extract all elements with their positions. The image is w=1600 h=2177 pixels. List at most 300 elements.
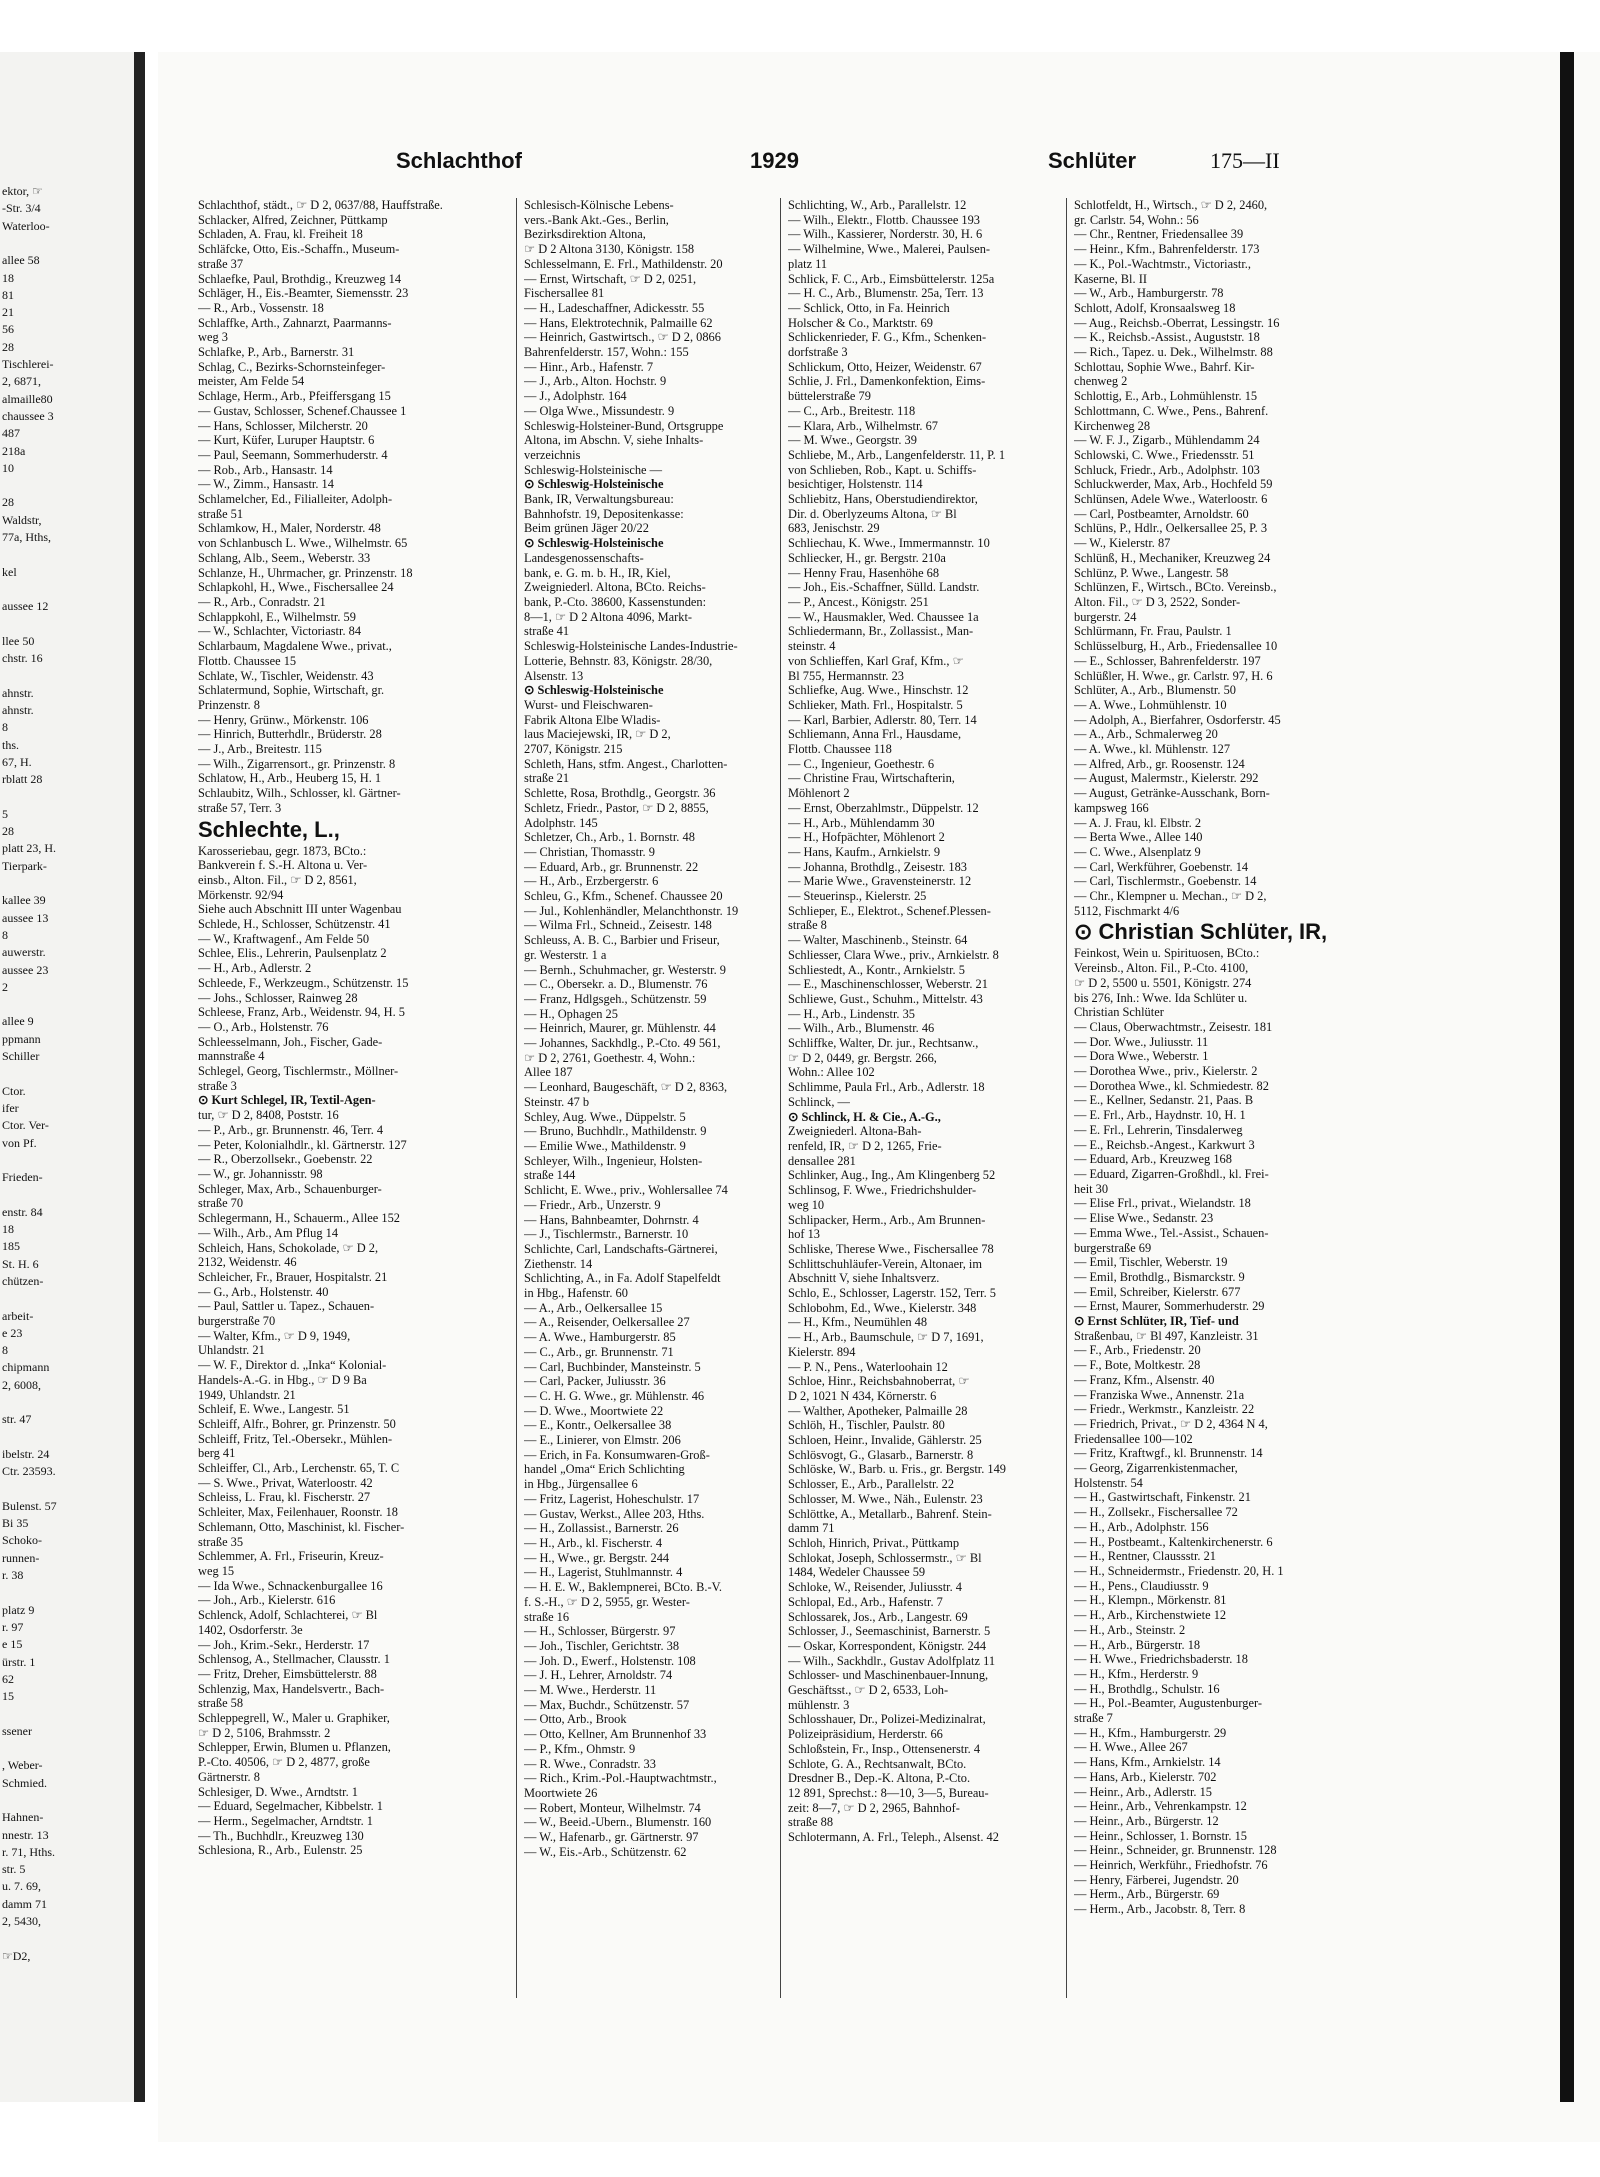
directory-entry-line: Schliebitz, Hans, Oberstudiendirektor, [788, 492, 978, 507]
directory-entry-line: straße 35 [198, 1534, 244, 1549]
directory-entry-line: Schloh, Hinrich, Privat., Püttkamp [788, 1535, 960, 1550]
directory-entry-line: Schlöske, W., Barb. u. Fris., gr. Bergstr. 149 [788, 1462, 1006, 1477]
directory-entry-line: straße 21 [524, 771, 570, 786]
previous-page-line: 67, H. [2, 754, 32, 769]
directory-entry-line: Schlieper, E., Elektrot., Schenef.Plessen- [788, 903, 991, 918]
previous-page-line: 2 [2, 979, 8, 994]
directory-entry-line: — H., Hofpächter, Möhlenort 2 [788, 830, 945, 845]
previous-page-line: u. 7. 69, [2, 1879, 41, 1894]
directory-entry-line: — Alfred, Arb., gr. Roosenstr. 124 [1074, 756, 1245, 771]
directory-entry-line: — Kurt, Küfer, Luruper Hauptstr. 6 [198, 433, 375, 448]
directory-entry-line: ⊙ Kurt Schlegel, IR, Textil-Agen- [198, 1093, 376, 1108]
directory-entry-line: Schleesselmann, Joh., Fischer, Gade- [198, 1034, 383, 1049]
directory-entry-line: — Aug., Reichsb.-Oberrat, Lessingstr. 16 [1074, 315, 1280, 330]
directory-entry-line: — W., Kielerstr. 87 [1074, 536, 1171, 551]
directory-entry-line: — H., Arb., Bürgerstr. 18 [1074, 1637, 1201, 1652]
directory-entry-line: straße 58 [198, 1696, 244, 1711]
directory-column-4 [1074, 198, 1386, 2018]
directory-entry-line: — W., Zimm., Hansastr. 14 [198, 477, 334, 492]
directory-entry-line: Schlegermann, H., Schauerm., Allee 152 [198, 1211, 400, 1226]
previous-page-line: 185 [2, 1239, 20, 1254]
directory-column-3 [788, 198, 1100, 2018]
directory-entry-line: — Rich., Krim.-Pol.-Hauptwachtmstr., [524, 1771, 717, 1786]
directory-entry-line: Alsenstr. 13 [524, 668, 584, 683]
directory-entry-line: — E. Frl., Arb., Haydnstr. 10, H. 1 [1074, 1108, 1246, 1123]
directory-entry-line: — Adolph, A., Bierfahrer, Osdorferstr. 45 [1074, 712, 1281, 727]
directory-entry-line: 2132, Weidenstr. 46 [198, 1255, 297, 1270]
directory-entry-line: — P., Kfm., Ohmstr. 9 [524, 1741, 636, 1756]
directory-entry-line: Schleich, Hans, Schokolade, ☞ D 2, [198, 1240, 379, 1255]
directory-entry-line: — E., Kellner, Sedanstr. 21, Paas. B [1074, 1093, 1254, 1108]
directory-entry-line: gr. Westerstr. 1 a [524, 947, 607, 962]
directory-entry-line: — Ernst, Maurer, Sommerhuderstr. 29 [1074, 1299, 1265, 1314]
directory-entry-line: Schlo, E., Schlosser, Lagerstr. 152, Terr. 5 [788, 1286, 996, 1301]
previous-page-line: platz 9 [2, 1602, 35, 1617]
directory-entry-line: — Henry, Grünw., Mörkenstr. 106 [198, 712, 369, 727]
directory-entry-line: ☞ D 2, 0449, gr. Bergstr. 266, [788, 1050, 937, 1065]
directory-entry-line: in Hbg., Jürgensallee 6 [524, 1477, 638, 1492]
directory-entry-line: Schlösvogt, G., Glasarb., Barnerstr. 8 [788, 1447, 974, 1462]
directory-entry-line: Holstenstr. 54 [1074, 1475, 1143, 1490]
directory-entry-line: — C., Arb., Breitestr. 118 [788, 403, 916, 418]
directory-entry-line: — H., Schlosser, Bürgerstr. 97 [524, 1624, 676, 1639]
directory-entry-line: Schlöttke, A., Metallarb., Bahrenf. Stein- [788, 1506, 992, 1521]
directory-entry-line: — W., Eis.-Arb., Schützenstr. 62 [524, 1844, 687, 1859]
directory-entry-line: — Carl, Buchbinder, Mansteinstr. 5 [524, 1359, 701, 1374]
directory-entry-line: verzeichnis [524, 447, 581, 462]
directory-entry-line: — H. Wwe., Friedrichsbaderstr. 18 [1074, 1652, 1248, 1667]
directory-entry-line: Schlöh, H., Tischler, Paulstr. 80 [788, 1418, 945, 1433]
directory-entry-line: Schlichte, Carl, Landschafts-Gärtnerei, [524, 1241, 718, 1256]
directory-entry-line: — H. C., Arb., Blumenstr. 25a, Terr. 13 [788, 286, 984, 301]
directory-entry-line: — Wilh., Arb., Am Pflug 14 [198, 1225, 339, 1240]
directory-entry-line: Schlossarek, Jos., Arb., Langestr. 69 [788, 1609, 968, 1624]
previous-page-line: 62 [2, 1671, 14, 1686]
previous-page-line: -Str. 3/4 [2, 201, 41, 216]
directory-entry-line: — H., Arb., kl. Fischerstr. 4 [524, 1535, 663, 1550]
directory-entry-line: — Walter, Kfm., ☞ D 9, 1949, [198, 1328, 351, 1343]
directory-entry-line: besichtiger, Holstenstr. 114 [788, 477, 923, 492]
directory-entry-line: Schliestedt, A., Kontr., Arnkielstr. 5 [788, 962, 965, 977]
directory-entry-line: ☞ D 2, 5106, Brahmsstr. 2 [198, 1725, 331, 1740]
directory-entry-line: — Wilh., Elektr., Flottb. Chaussee 193 [788, 212, 981, 227]
previous-page-line: chützen- [2, 1273, 44, 1288]
directory-entry-line: Schlee, Elis., Lehrerin, Paulsenplatz 2 [198, 946, 387, 961]
directory-entry-line: — Carl, Postbeamter, Arnoldstr. 60 [1074, 506, 1249, 521]
directory-entry-line: — H., Gastwirtschaft, Finkenstr. 21 [1074, 1490, 1251, 1505]
directory-entry-line: — Dora Wwe., Weberstr. 1 [1074, 1049, 1209, 1064]
directory-entry-line: von Schlieffen, Karl Graf, Kfm., ☞ [788, 653, 964, 668]
directory-entry-line: — Robert, Monteur, Wilhelmstr. 74 [524, 1800, 701, 1815]
directory-entry-line: — August, Malermstr., Kielerstr. 292 [1074, 771, 1259, 786]
previous-page-line: von Pf. [2, 1135, 37, 1150]
previous-page-line: 8 [2, 1343, 8, 1358]
directory-entry-line: burgerstraße 70 [198, 1314, 276, 1329]
directory-entry-line: — P. N., Pens., Waterloohain 12 [788, 1359, 948, 1374]
directory-entry-line: — Friedr., Arb., Unzerstr. 9 [524, 1197, 661, 1212]
directory-entry-line: — Friedrich, Privat., ☞ D 2, 4364 N 4, [1074, 1416, 1268, 1431]
directory-entry-line: — W., Hausmakler, Wed. Chaussee 1a [788, 609, 979, 624]
directory-entry-line: Schlappkohl, E., Wilhelmstr. 59 [198, 609, 356, 624]
directory-entry-line: Mörkenstr. 92/94 [198, 887, 284, 902]
directory-entry-line: 5112, Fischmarkt 4/6 [1074, 903, 1180, 918]
previous-page-line: 28 [2, 495, 14, 510]
directory-entry-line: Steinstr. 47 b [524, 1094, 590, 1109]
directory-entry-line: Schlüns, P., Hdlr., Oelkersallee 25, P. 3 [1074, 521, 1268, 536]
directory-entry-line: — Heinrich, Werkführ., Friedhofstr. 76 [1074, 1858, 1268, 1873]
directory-entry-line: Wohn.: Allee 102 [788, 1065, 875, 1080]
directory-entry-line: 683, Jenischstr. 29 [788, 521, 880, 536]
directory-entry-line: — E., Reichsb.-Angest., Karkwurt 3 [1074, 1137, 1255, 1152]
directory-entry-line: Schlüsselburg, H., Arb., Friedensallee 10 [1074, 639, 1278, 654]
directory-entry-line: — Georg, Zigarrenkistenmacher, [1074, 1461, 1238, 1476]
directory-entry-line: Beim grünen Jäger 20/22 [524, 521, 649, 536]
directory-entry-line: — Chr., Rentner, Friedensallee 39 [1074, 227, 1244, 242]
previous-page-line: 81 [2, 287, 14, 302]
directory-entry-line: ☞ D 2, 5500 u. 5501, Königstr. 274 [1074, 975, 1252, 990]
directory-entry-line: Schlowski, C. Wwe., Friedensstr. 51 [1074, 447, 1255, 462]
directory-entry-line: gr. Carlstr. 54, Wohn.: 56 [1074, 212, 1199, 227]
directory-entry-line: Schleiss, L. Frau, kl. Fischerstr. 27 [198, 1490, 371, 1505]
directory-entry-line: — H., Zollsekr., Fischersallee 72 [1074, 1505, 1238, 1520]
directory-entry-line: weg 15 [198, 1563, 235, 1578]
directory-entry-line: Schloen, Heinr., Invalide, Gählerstr. 25 [788, 1433, 982, 1448]
directory-entry-line: Möhlenort 2 [788, 786, 850, 801]
directory-entry-line: Schliske, Therese Wwe., Fischersallee 78 [788, 1241, 994, 1256]
directory-entry-line: — Dorothea Wwe., priv., Kielerstr. 2 [1074, 1064, 1258, 1079]
previous-page-line: Hahnen- [2, 1810, 44, 1825]
directory-entry-line: f. S.-H., ☞ D 2, 5955, gr. Wester- [524, 1594, 690, 1609]
previous-page-line: 10 [2, 460, 14, 475]
directory-entry-line: Schlichting, W., Arb., Parallelstr. 12 [788, 198, 967, 212]
directory-entry-line: — J., Arb., Breitestr. 115 [198, 742, 322, 757]
directory-entry-line: — W., Kraftwagenf., Am Felde 50 [198, 931, 370, 946]
directory-entry-line: platz 11 [788, 256, 828, 271]
directory-entry-line: — H. Wwe., Allee 267 [1074, 1740, 1188, 1755]
directory-entry-line: Schladen, A. Frau, kl. Freiheit 18 [198, 227, 363, 242]
directory-entry-line: Schletzer, Ch., Arb., 1. Bornstr. 48 [524, 830, 695, 845]
directory-entry-line: zeit: 8—7, ☞ D 2, 2965, Bahnhof- [788, 1800, 960, 1815]
directory-entry-line: — Heinrich, Gastwirtsch., ☞ D 2, 0866 [524, 330, 721, 345]
previous-page-line: 2, 6871, [2, 374, 41, 389]
directory-entry-line: straße 88 [788, 1815, 834, 1830]
directory-entry-line: meister, Am Felde 54 [198, 374, 305, 389]
directory-entry-line: Schlensog, A., Stellmacher, Clausstr. 1 [198, 1652, 390, 1667]
previous-page-line: ths. [2, 737, 20, 752]
directory-entry-line: Schliffke, Walter, Dr. jur., Rechtsanw., [788, 1036, 979, 1051]
directory-entry-line: — J., Tischlermstr., Barnerstr. 10 [524, 1227, 689, 1242]
directory-entry-line: 1484, Wedeler Chaussee 59 [788, 1565, 926, 1580]
directory-entry-line: Schlenck, Adolf, Schlachterei, ☞ Bl [198, 1608, 378, 1623]
directory-entry-line: Kirchenweg 28 [1074, 418, 1151, 433]
directory-entry-line: — Wilh., Zigarrensort., gr. Prinzenstr. 8 [198, 756, 396, 771]
directory-entry-line: Schlamkow, H., Maler, Norderstr. 48 [198, 521, 381, 536]
directory-entry-line: — C. Wwe., Alsenplatz 9 [1074, 844, 1201, 859]
directory-entry-line: — Eduard, Zigarren-Großhdl., kl. Frei- [1074, 1167, 1269, 1181]
directory-entry-line: — Dorothea Wwe., kl. Schmiedestr. 82 [1074, 1078, 1269, 1093]
directory-entry-line: damm 71 [788, 1521, 835, 1536]
directory-entry-line: Prinzenstr. 8 [198, 697, 260, 712]
directory-entry-line: — Fritz, Dreher, Eimsbüttelerstr. 88 [198, 1666, 377, 1681]
directory-entry-line: — H., Rentner, Claussstr. 21 [1074, 1549, 1216, 1564]
previous-page-line: 18 [2, 270, 14, 285]
directory-entry-line: Bahrenfelderstr. 157, Wohn.: 155 [524, 345, 689, 360]
directory-entry-line: — Eduard, Arb., Kreuzweg 168 [1074, 1152, 1232, 1167]
directory-entry-line: — Emil, Tischler, Weberstr. 19 [1074, 1255, 1228, 1270]
directory-entry-line: Landesgenossenschafts- [524, 550, 644, 565]
directory-entry-line: mannstraße 4 [198, 1049, 265, 1064]
directory-entry-line: Schlaubitz, Wilh., Schlosser, kl. Gärtner- [198, 786, 401, 801]
previous-page-line: e 15 [2, 1637, 23, 1652]
directory-entry-line: Schlemann, Otto, Maschinist, kl. Fischer- [198, 1519, 405, 1534]
directory-entry-line: Schleiff, Alfr., Bohrer, gr. Prinzenstr. 50 [198, 1416, 396, 1431]
directory-entry-line: Kaserne, Bl. II [1074, 271, 1147, 286]
directory-entry-line: Polizeipräsidium, Herderstr. 66 [788, 1727, 943, 1742]
directory-entry-line: ⊙ Schleswig-Holsteinische [524, 536, 664, 551]
directory-entry-line: Flottb. Chaussee 118 [788, 742, 892, 757]
directory-entry-line: — H., Postbeamt., Kaltenkirchenerstr. 6 [1074, 1534, 1273, 1549]
directory-entry-line: — C., Obersekr. a. D., Blumenstr. 76 [524, 977, 708, 992]
directory-entry-line: Schleuss, A. B. C., Barbier und Friseur, [524, 933, 720, 948]
directory-entry-line: straße 70 [198, 1196, 244, 1211]
directory-entry-line: Schlottig, E., Arb., Lohmühlenstr. 15 [1074, 389, 1258, 404]
directory-entry-line: Schlünsen, Adele Wwe., Waterloostr. 6 [1074, 492, 1268, 507]
directory-entry-line: — A. Wwe., Hamburgerstr. 85 [524, 1330, 676, 1345]
directory-entry-line: Ziethenstr. 14 [524, 1256, 593, 1271]
directory-entry-line: Schlote, G. A., Rechtsanwalt, BCto. [788, 1756, 967, 1771]
directory-entry-line: — Paul, Seemann, Sommerhuderstr. 4 [198, 447, 388, 462]
directory-entry-line: Schlimme, Paula Frl., Arb., Adlerstr. 18 [788, 1080, 985, 1095]
directory-entry-line: — H., Arb., Lindenstr. 35 [788, 1006, 915, 1021]
directory-entry-line: densallee 281 [788, 1153, 856, 1168]
directory-entry-line: Gärtnerstr. 8 [198, 1769, 260, 1784]
directory-entry-line: berg 41 [198, 1446, 236, 1461]
directory-entry-line: Bl 755, Hermannstr. 23 [788, 668, 904, 683]
directory-entry-line: ⊙ Schleswig-Holsteinische [524, 477, 664, 492]
directory-entry-line: — J., Adolphstr. 164 [524, 389, 627, 404]
directory-entry-line: — H., Arb., Adlerstr. 2 [198, 961, 312, 976]
previous-page-line: Tischlerei- [2, 357, 54, 371]
directory-entry-line: Straßenbau, ☞ Bl 497, Kanzleistr. 31 [1074, 1328, 1259, 1343]
previous-page-line: platt 23, H. [2, 841, 56, 856]
directory-entry-line: Handels-A.-G. in Hbg., ☞ D 9 Ba [198, 1372, 367, 1387]
directory-entry-line: straße 41 [524, 624, 570, 639]
directory-entry-line: Schlegel, Georg, Tischlermstr., Möllner- [198, 1064, 399, 1079]
directory-entry-line: Schlichting, A., in Fa. Adolf Stapelfeldt [524, 1271, 721, 1286]
directory-entry-line: — Johanna, Brothdlg., Zeisestr. 183 [788, 859, 967, 874]
directory-entry-line: — Franziska Wwe., Annenstr. 21a [1074, 1387, 1245, 1402]
directory-entry-line: Schläger, H., Eis.-Beamter, Siemensstr. 23 [198, 286, 409, 301]
directory-entry-line: Schliefke, Aug. Wwe., Hinschstr. 12 [788, 683, 969, 698]
directory-entry-line: — Hans, Arb., Kielerstr. 702 [1074, 1769, 1217, 1784]
directory-entry-line: — Walter, Maschinenb., Steinstr. 64 [788, 933, 968, 948]
directory-entry-line: — Hinr., Arb., Hafenstr. 7 [524, 359, 654, 374]
directory-entry-line: weg 10 [788, 1197, 825, 1212]
directory-entry-line: Schliechau, K. Wwe., Immermannstr. 10 [788, 536, 990, 551]
directory-entry-line: Vereinsb., Alton. Fil., P.-Cto. 4100, [1074, 961, 1249, 976]
directory-entry-line: — Henry, Färberei, Jugendstr. 20 [1074, 1872, 1239, 1887]
directory-entry-line: Schlanze, H., Uhrmacher, gr. Prinzenstr. 18 [198, 565, 413, 580]
directory-entry-line: bis 276, Inh.: Wwe. Ida Schlüter u. [1074, 990, 1248, 1005]
directory-entry-line: Schlosser- und Maschinenbauer-Innung, [788, 1668, 989, 1683]
directory-entry-line: — W., Hafenarb., gr. Gärtnerstr. 97 [524, 1830, 699, 1845]
directory-entry-line: straße 37 [198, 256, 244, 271]
previous-page-line: ürstr. 1 [2, 1654, 36, 1669]
directory-entry-line: renfeld, IR, ☞ D 2, 1265, Frie- [788, 1139, 942, 1153]
directory-entry-line: — Wilh., Kassierer, Norderstr. 30, H. 6 [788, 227, 983, 242]
directory-entry-line: — K., Pol.-Wachtmstr., Victoriastr., [1074, 256, 1251, 271]
previous-page-line: Schmied. [2, 1775, 47, 1790]
directory-entry-line: — August, Getränke-Ausschank, Born- [1074, 786, 1270, 801]
directory-entry-line: — A., Arb., Oelkersallee 15 [524, 1300, 663, 1315]
previous-page-line: aussee 12 [2, 599, 49, 614]
directory-entry-line: bank, P.-Cto. 38600, Kassenstunden: [524, 594, 707, 609]
directory-entry-line: Schlie, J. Frl., Damenkonfektion, Eims- [788, 374, 986, 389]
previous-page-line: 56 [2, 322, 14, 337]
directory-entry-line: — E., Linierer, von Elmstr. 206 [524, 1433, 681, 1448]
directory-entry-line: — O., Arb., Holstenstr. 76 [198, 1019, 329, 1034]
directory-entry-line: von Schlieben, Rob., Kapt. u. Schiffs- [788, 462, 977, 477]
directory-entry-line: — Wilh., Arb., Blumenstr. 46 [788, 1021, 935, 1036]
previous-page-line: 8 [2, 720, 8, 735]
directory-entry-line: — Wilhelmine, Wwe., Malerei, Paulsen- [788, 242, 991, 257]
directory-entry-line: Schlott, Adolf, Kronsaalsweg 18 [1074, 300, 1236, 315]
directory-entry-line: Schlang, Alb., Seem., Weberstr. 33 [198, 550, 371, 565]
directory-entry-line: Schlieker, Math. Frl., Hospitalstr. 5 [788, 697, 963, 712]
directory-entry-line: Schleswig-Holsteiner-Bund, Ortsgruppe [524, 418, 724, 433]
directory-entry-line: Schloe, Hinr., Reichsbahnoberrat, ☞ [788, 1374, 970, 1389]
directory-entry-line: Friedensallee 100—102 [1074, 1431, 1193, 1446]
directory-entry-line: Wurst- und Fleischwaren- [524, 697, 653, 712]
directory-entry-line: — P., Arb., gr. Brunnenstr. 46, Terr. 4 [198, 1122, 384, 1137]
previous-page-line: aussee 13 [2, 910, 49, 925]
directory-entry-line: Schlüter, A., Arb., Blumenstr. 50 [1074, 683, 1236, 698]
directory-entry-line: — Max, Buchdr., Schützenstr. 57 [524, 1697, 690, 1712]
directory-entry-line: — F., Arb., Friedenstr. 20 [1074, 1343, 1201, 1358]
directory-entry-line: ☞ D 2, 2761, Goethestr. 4, Wohn.: [524, 1050, 696, 1065]
directory-entry-line: Schlünß, H., Mechaniker, Kreuzweg 24 [1074, 550, 1271, 565]
directory-entry-line: Schlosser, J., Seemaschinist, Barnerstr. 5 [788, 1624, 991, 1639]
directory-entry-line: Schlatow, H., Arb., Heuberg 15, H. 1 [198, 771, 382, 786]
directory-entry-line: — Henny Frau, Hasenhöhe 68 [788, 565, 940, 580]
directory-entry-line: — F., Bote, Moltkestr. 28 [1074, 1358, 1201, 1373]
previous-page-line: Bulenst. 57 [2, 1498, 57, 1513]
directory-entry-line: steinstr. 4 [788, 639, 836, 654]
directory-entry-line: — Emil, Brothdlg., Bismarckstr. 9 [1074, 1269, 1245, 1284]
directory-entry-line: Schlatermund, Sophie, Wirtschaft, gr. [198, 683, 385, 698]
previous-page-line: 18 [2, 1222, 14, 1236]
directory-entry-line: Schlipacker, Herm., Arb., Am Brunnen- [788, 1212, 986, 1227]
directory-entry-line: weg 3 [198, 330, 228, 345]
directory-entry-line: Zweigniederl. Altona-Bah- [788, 1124, 922, 1139]
directory-entry-line: — Fritz, Lagerist, Hoheschulstr. 17 [524, 1491, 700, 1506]
directory-entry-line: — Franz, Hdlgsgeh., Schützenstr. 59 [524, 991, 707, 1006]
directory-entry-line: Schleiff, Fritz, Tel.-Obersekr., Mühlen- [198, 1431, 393, 1446]
directory-entry-line: Schlosser, M. Wwe., Näh., Eulenstr. 23 [788, 1491, 983, 1506]
directory-entry-line: Schlinck, — [788, 1094, 850, 1109]
previous-page-line: 2, 6008, [2, 1377, 41, 1392]
directory-entry-line: — Chr., Klempner u. Mechan., ☞ D 2, [1074, 889, 1267, 904]
directory-entry-line: — C., Arb., gr. Brunnenstr. 71 [524, 1344, 674, 1359]
directory-entry-line: — Elise Wwe., Sedanstr. 23 [1074, 1211, 1214, 1226]
directory-entry-line: laus Maciejewski, IR, ☞ D 2, [524, 727, 671, 742]
directory-entry-line: — Karl, Barbier, Adlerstr. 80, Terr. 14 [788, 712, 977, 727]
directory-entry-line: — H., Kfm., Hamburgerstr. 29 [1074, 1725, 1227, 1740]
directory-entry-line: Flottb. Chaussee 15 [198, 653, 297, 668]
directory-entry-line: straße 51 [198, 506, 244, 521]
directory-entry-line: Altona, im Abschn. V, siehe Inhalts- [524, 433, 704, 448]
directory-entry-line: Schleiter, Max, Feilenhauer, Roonstr. 18 [198, 1505, 398, 1520]
directory-entry-line: — Johannes, Sackhdlg., P.-Cto. 49 561, [524, 1036, 721, 1051]
previous-page-line: Bi 35 [2, 1516, 29, 1531]
directory-entry-line: — D. Wwe., Moortwiete 22 [524, 1403, 664, 1418]
directory-entry-line: Schletz, Friedr., Pastor, ☞ D 2, 8855, [524, 800, 709, 815]
directory-entry-line: Schlaffke, Arth., Zahnarzt, Paarmanns- [198, 315, 392, 330]
directory-entry-line: — Steuerinsp., Kielerstr. 25 [788, 889, 927, 904]
directory-entry-line: burgerstr. 24 [1074, 609, 1137, 624]
directory-entry-line: Dir. d. Oberlyzeums Altona, ☞ Bl [788, 506, 957, 521]
directory-entry-line: — Leonhard, Baugeschäft, ☞ D 2, 8363, [524, 1080, 728, 1095]
directory-entry-line: Schlage, Herm., Arb., Pfeiffersgang 15 [198, 389, 391, 404]
directory-entry-line: Bankverein f. S.-H. Altona u. Ver- [198, 858, 368, 873]
directory-entry-line: Schliesser, Clara Wwe., priv., Arnkielstr. 8 [788, 947, 999, 962]
directory-entry-line: — W., Arb., Hamburgerstr. 78 [1074, 286, 1224, 301]
directory-entry-line: — H., Ophagen 25 [524, 1006, 618, 1021]
directory-entry-line: 12 891, Sprechst.: 8—10, 3—5, Bureau- [788, 1785, 989, 1800]
previous-page-line: ssener [2, 1723, 32, 1738]
directory-entry-line: Schleger, Max, Arb., Schauenburger- [198, 1181, 382, 1196]
directory-entry-line: — M. Wwe., Georgstr. 39 [788, 433, 917, 448]
directory-entry-line: Schlosshauer, Dr., Polizei-Medizinalrat, [788, 1712, 986, 1727]
directory-entry-line: — H., Arb., Erzbergerstr. 6 [524, 874, 659, 889]
directory-entry-line: — Hans, Kfm., Arnkielstr. 14 [1074, 1755, 1221, 1770]
directory-entry-line: — H., Arb., Adolphstr. 156 [1074, 1519, 1209, 1534]
directory-entry-line: — K., Reichsb.-Assist., Auguststr. 18 [1074, 330, 1260, 345]
directory-entry-line: 1402, Osdorferstr. 3e [198, 1622, 303, 1637]
directory-entry-line: — Carl, Werkführer, Goebenstr. 14 [1074, 859, 1249, 874]
directory-entry-line: Schläfcke, Otto, Eis.-Schaffn., Museum- [198, 242, 400, 257]
directory-entry-line: Schlemmer, A. Frl., Friseurin, Kreuz- [198, 1549, 384, 1564]
directory-entry-line: — A., Reisender, Oelkersallee 27 [524, 1315, 690, 1330]
directory-entry-line: Schlüßler, H. Wwe., gr. Carlstr. 97, H. 6 [1074, 668, 1273, 683]
previous-page-line: chipmann [2, 1360, 50, 1375]
directory-entry-line: Schleppegrell, W., Maler u. Graphiker, [198, 1711, 390, 1726]
directory-entry-line: Schliewe, Gust., Schuhm., Mittelstr. 43 [788, 991, 983, 1006]
directory-entry-line: — Carl, Packer, Juliusstr. 36 [524, 1374, 666, 1389]
directory-entry-line: — Herm., Arb., Jacobstr. 8, Terr. 8 [1074, 1902, 1246, 1917]
directory-entry-line: Adolphstr. 145 [524, 815, 598, 830]
directory-entry-line: — H., Ladeschaffner, Adickesstr. 55 [524, 300, 705, 315]
directory-entry-line: — H., Arb., Steinstr. 2 [1074, 1622, 1186, 1637]
directory-entry-line: — Joh., Krim.-Sekr., Herderstr. 17 [198, 1637, 370, 1652]
previous-page-line: almaille80 [2, 391, 53, 406]
directory-entry-line: Karosseriebau, gegr. 1873, BCto.: [198, 843, 367, 858]
directory-entry-line: ⊙ Schlinck, H. & Cie., A.-G., [788, 1109, 941, 1124]
directory-entry-line: Schlette, Rosa, Brothdlg., Georgstr. 36 [524, 786, 716, 801]
previous-page-line: Ctor. Ver- [2, 1118, 49, 1133]
previous-page-line: enstr. 84 [2, 1204, 43, 1219]
directory-entry-line: — W., Schlachter, Victoriastr. 84 [198, 624, 362, 639]
directory-entry-line: hof 13 [788, 1227, 821, 1242]
directory-entry-line: straße 144 [524, 1168, 576, 1183]
previous-page-line: str. 47 [2, 1412, 32, 1427]
directory-entry-line: dorfstraße 3 [788, 345, 848, 360]
directory-entry-line: — H., Lagerist, Stuhlmannstr. 4 [524, 1565, 683, 1580]
directory-entry-line: Schlesiger, D. Wwe., Arndtstr. 1 [198, 1784, 358, 1799]
directory-entry-line: Schleede, F., Werkzeugm., Schützenstr. 15 [198, 975, 409, 990]
directory-entry-line: Schlünzen, F., Wirtsch., BCto. Vereinsb., [1074, 580, 1277, 595]
directory-entry-line: straße 57, Terr. 3 [198, 800, 282, 815]
